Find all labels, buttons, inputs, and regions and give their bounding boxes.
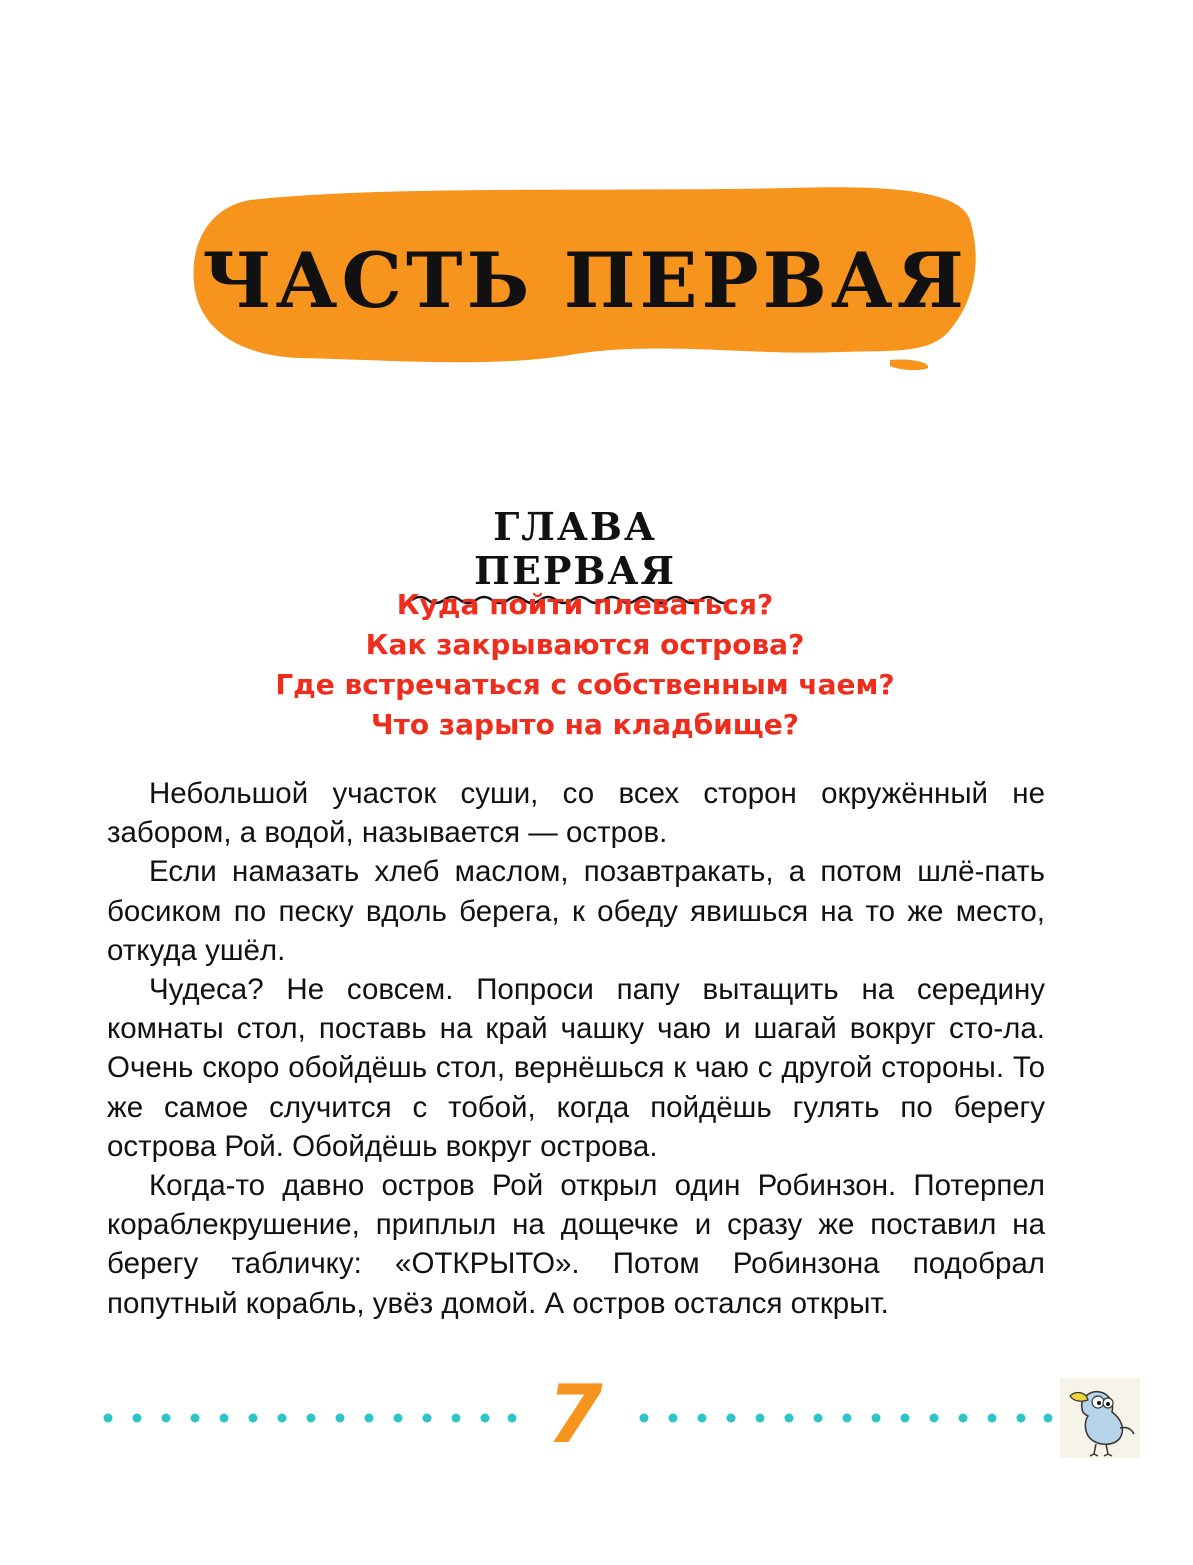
footer-dots-right — [636, 1410, 1056, 1426]
footer-dots-left — [100, 1410, 520, 1426]
part-title: ЧАСТЬ ПЕРВАЯ — [202, 235, 968, 325]
paragraph: Небольшой участок суши, со всех сторон окружённый не забором, а водой, называется — остров. — [107, 777, 1045, 850]
page-number: 7 — [547, 1368, 603, 1461]
chapter-questions — [230, 585, 940, 745]
paragraph: Когда-то давно остров Рой открыл один Робинзон. Потерпел кораблекрушение, приплыл на дощечке и сразу же поставил на берегу табличку: «ОТКРЫТО». Потом Робинзона подобрал попутный корабль, увёз домой. А остров остался открыт. — [107, 1169, 1045, 1320]
paragraph: Если намазать хлеб маслом, позавтракать, а потом шлё-пать босиком по песку вдоль берега, к обеду явишься на то же место, откуда ушёл. — [107, 855, 1045, 967]
question-item: Где встречаться с собственным чаем? — [275, 668, 895, 701]
part-banner — [190, 180, 980, 380]
question-item: Как закрываются острова? — [365, 628, 805, 661]
paragraph: Чудеса? Не совсем. Попроси папу вытащить на середину комнаты стол, поставь на край чашку чаю и шагай вокруг сто-ла. Очень скоро обойдёшь стол, вернёшься к чаю с другой стороны. То же самое случится с тобой, когда пойдёшь гулять по берегу острова Рой. Обойдёшь вокруг острова. — [107, 973, 1045, 1163]
chapter-title: ГЛАВА ПЕРВАЯ — [474, 504, 676, 593]
bird-illustration — [1060, 1378, 1140, 1458]
question-item: Куда пойти плеваться? — [396, 588, 774, 621]
body-text — [107, 774, 1045, 1323]
question-item: Что зарыто на кладбище? — [371, 708, 799, 741]
